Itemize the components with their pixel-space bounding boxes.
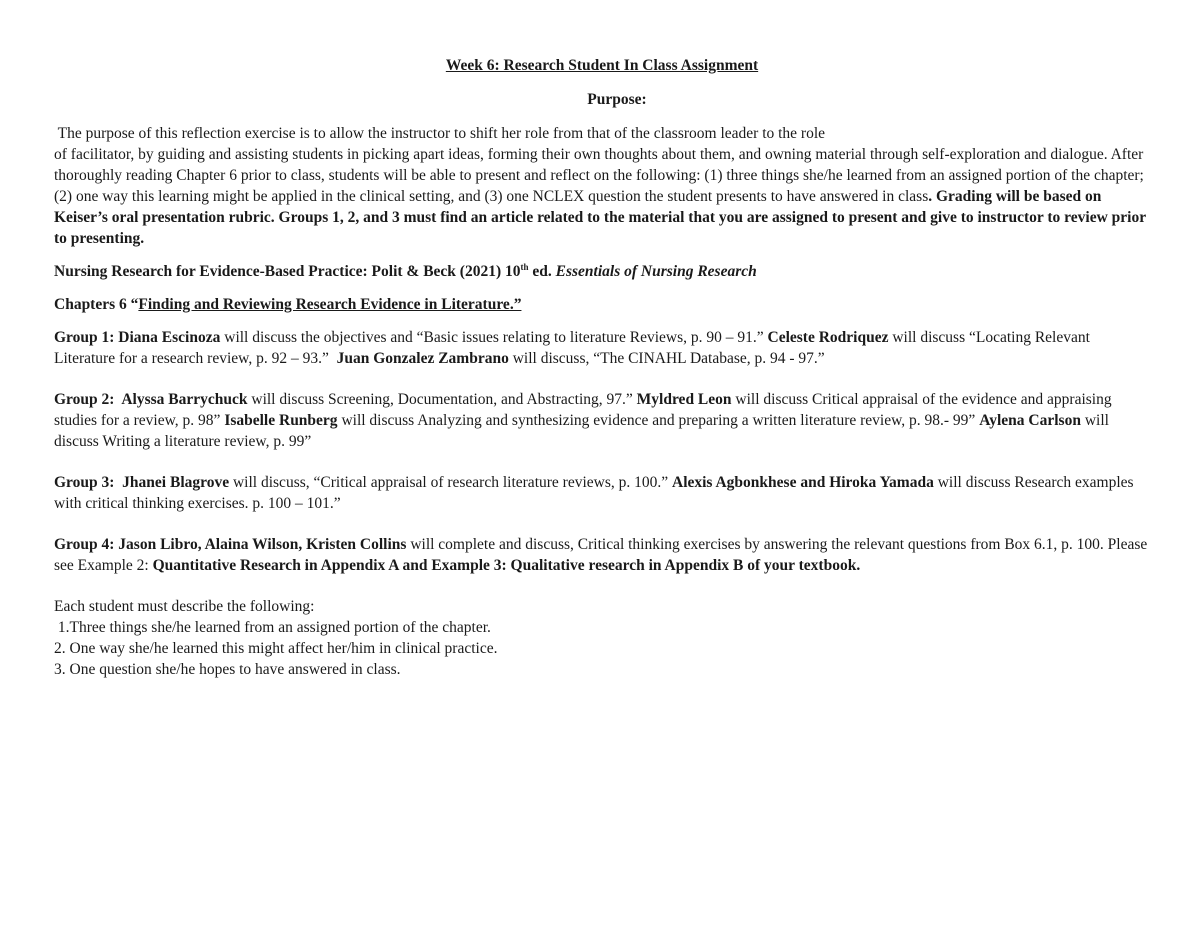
group-4-bold-note: Quantitative Research in Appendix A and Example 3: Qualitative research in Appendix B of your textbook. bbox=[152, 557, 861, 574]
document-title: Week 6: Research Student In Class Assignment bbox=[445, 57, 759, 74]
group-2-name-4: Aylena Carlson bbox=[979, 412, 1081, 429]
group-2-text-3: will discuss Analyzing and synthesizing evidence and preparing a written literature review, p. 98.- 99” bbox=[337, 412, 980, 429]
textbook-reference bbox=[54, 261, 1150, 282]
edition-suffix: ed. bbox=[528, 263, 556, 280]
group-2-paragraph bbox=[54, 389, 1150, 452]
group-3-label: Group 3: Jhanei Blagrove bbox=[54, 474, 230, 491]
group-1-name-3: Juan Gonzalez Zambrano bbox=[336, 350, 509, 367]
chapter-prefix: Chapters 6 “ bbox=[54, 296, 139, 313]
group-4-label: Group 4: Jason Libro, Alaina Wilson, Kristen Collins bbox=[54, 536, 407, 553]
group-2-label: Group 2: Alyssa Barrychuck bbox=[54, 391, 248, 408]
textbook-subtitle: Essentials of Nursing Research bbox=[555, 263, 757, 280]
purpose-heading: Purpose: bbox=[587, 91, 647, 108]
group-1-text-2: will discuss “Locating Relevant Literature for a research review, p. 92 – 93.” bbox=[54, 329, 1094, 367]
group-4-paragraph bbox=[54, 534, 1150, 576]
group-3-name-2: Alexis Agbonkhese and Hiroka Yamada bbox=[672, 474, 934, 491]
instruction-item: 1.Three things she/he learned from an assigned portion of the chapter. bbox=[54, 619, 491, 636]
textbook-title: Nursing Research for Evidence-Based Practice: Polit & Beck (2021) 10 bbox=[54, 263, 521, 280]
group-3-text-2: will discuss Research examples with critical thinking exercises. p. 100 – 101.” bbox=[54, 474, 1134, 512]
group-1-name-2: Celeste Rodriquez bbox=[767, 329, 889, 346]
group-2-text-1: will discuss Screening, Documentation, and Abstracting, 97.” bbox=[247, 391, 637, 408]
group-1-paragraph bbox=[54, 327, 1150, 369]
chapter-title: Finding and Reviewing Research Evidence in Literature.” bbox=[138, 296, 522, 313]
group-2-text-4: will discuss Writing a literature review, p. 99” bbox=[54, 412, 1109, 450]
instructions-intro: Each student must describe the following: bbox=[54, 598, 315, 615]
group-3-text-1: will discuss, “Critical appraisal of research literature reviews, p. 100.” bbox=[229, 474, 672, 491]
group-4-text-1: will complete and discuss, Critical thinking exercises by answering the relevant questions from Box 6.1, p. 100. Please see Example 2: bbox=[54, 536, 1148, 574]
edition-superscript: th bbox=[520, 261, 529, 272]
group-1-text-1: will discuss the objectives and “Basic issues relating to literature Reviews, p. 90 – 91.” bbox=[220, 329, 768, 346]
purpose-body: of facilitator, by guiding and assisting students in picking apart ideas, forming their own thoughts about them, and owning material through self-exploration and dialogue. After thoroughly reading Chapter 6 prior to class, students will be able to present and reflect on the following: (1) three things she/he learned from an assigned portion of the chapter; (2) one way this learning might be applied in the clinical setting, and (3) one NCLEX question the student presents to have answered in class bbox=[54, 146, 1144, 205]
purpose-first-line: The purpose of this reflection exercise is to allow the instructor to shift her role from that of the classroom leader to the role bbox=[54, 125, 826, 142]
group-1-label: Group 1: Diana Escinoza bbox=[54, 329, 221, 346]
group-2-name-2: Myldred Leon bbox=[636, 391, 732, 408]
chapter-heading bbox=[54, 294, 1150, 315]
group-3-paragraph bbox=[54, 472, 1150, 514]
group-1-text-3: will discuss, “The CINAHL Database, p. 94 - 97.” bbox=[508, 350, 825, 367]
instructions-block bbox=[54, 596, 1150, 680]
group-2-text-2: will discuss Critical appraisal of the evidence and appraising studies for a review, p. 98” bbox=[54, 391, 1112, 429]
instruction-item: 3. One question she/he hopes to have answered in class. bbox=[54, 661, 401, 678]
purpose-paragraph bbox=[54, 123, 1150, 249]
instruction-item: 2. One way she/he learned this might affect her/him in clinical practice. bbox=[54, 640, 498, 657]
purpose-grading-note: . Grading will be based on Keiser’s oral presentation rubric. Groups 1, 2, and 3 must find an article related to the material that you are assigned to present and give to instructor to review prior to presenting. bbox=[54, 188, 1146, 247]
group-2-name-3: Isabelle Runberg bbox=[224, 412, 338, 429]
